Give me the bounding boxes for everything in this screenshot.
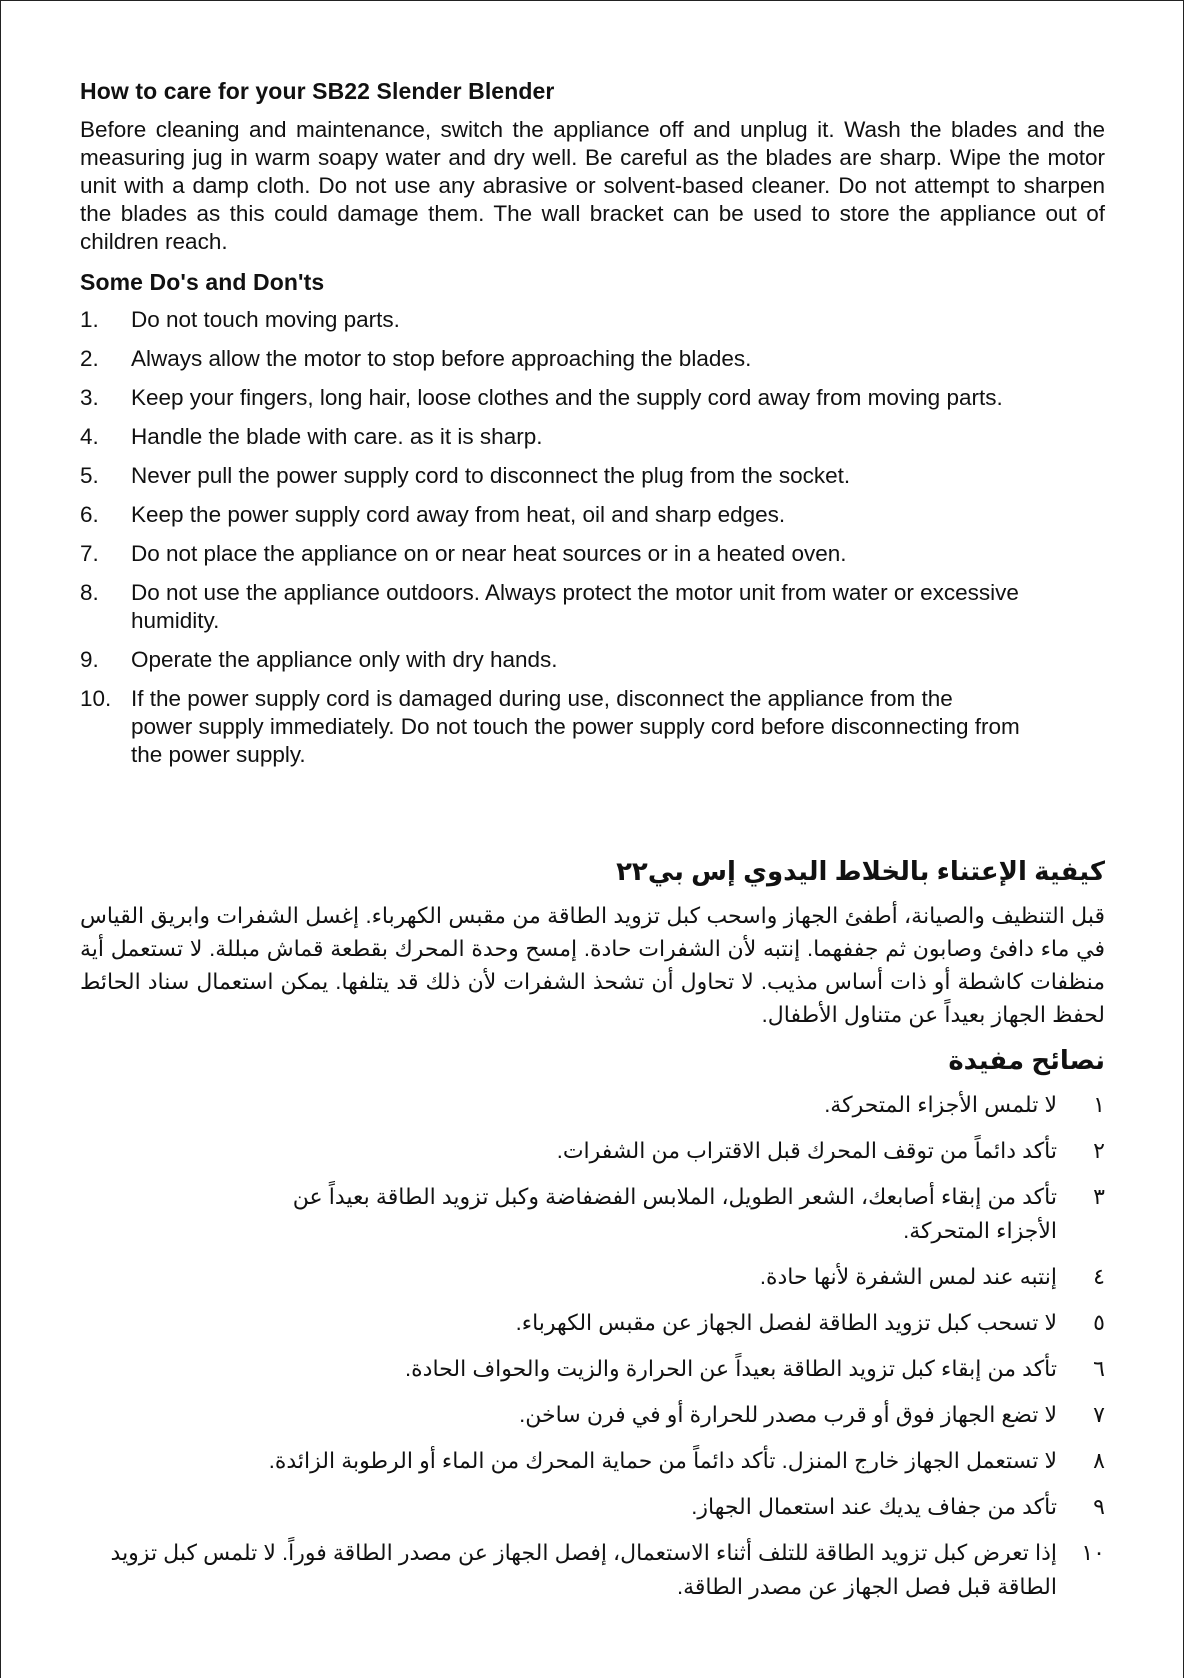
item-number: ٣ (1093, 1184, 1105, 1209)
english-subtitle: Some Do's and Don'ts (80, 269, 325, 295)
arabic-subtitle: نصائح مفيدة (948, 1045, 1105, 1075)
list-item (245, 1398, 1105, 1432)
item-text: Keep the power supply cord away from heat, oil and sharp edges. (131, 502, 786, 527)
item-text: تأكد من إبقاء كبل تزويد الطاقة بعيداً عن الحرارة والزيت والحواف الحادة. (405, 1356, 1057, 1381)
list-item (245, 1306, 1105, 1340)
list-item (80, 384, 1020, 412)
arabic-intro: قبل التنظيف والصيانة، أطفئ الجهاز واسحب كبل تزويد الطاقة من مقبس الكهرباء. إغسل الشفرات وابريق القياس في ماء دافئ وصابون ثم جففهما. إنتبه لأن الشفرات حادة. إمسح وحدة المحرك بقطعة قماش مبللة. لا تستعمل أية منظفات كاشطة أو ذات أساس مذيب. لا تحاول أن تشحذ الشفرات لأن ذلك قد يتلفها. يمكن استعمال سناد الحائط لحفظ الجهاز بعيداً عن متناول الأطفال. (80, 903, 1105, 1027)
item-text: تأكد من جفاف يديك عند استعمال الجهاز. (691, 1494, 1057, 1519)
item-text: إذا تعرض كبل تزويد الطاقة للتلف أثناء الاستعمال، إفصل الجهاز عن مصدر الطاقة فوراً. لا تلمس كبل تزويد الطاقة قبل فصل الجهاز عن مصدر الطاقة. (110, 1540, 1057, 1599)
item-text: Do not touch moving parts. (131, 307, 400, 332)
arabic-section (80, 856, 1105, 1616)
english-section (80, 78, 1105, 780)
list-item (245, 1490, 1105, 1524)
english-list (80, 306, 1105, 769)
item-text: If the power supply cord is damaged during use, disconnect the appliance from the power supply immediately. Do not touch the power supply cord before disconnecting from the power supply. (131, 686, 1020, 767)
english-intro: Before cleaning and maintenance, switch the appliance off and unplug it. Wash the blades and the measuring jug in warm soapy water and dry well. Be careful as the blades are sharp. Wipe the motor unit with a damp cloth. Do not use any abrasive or solvent-based cleaner. Do not attempt to sharpen the blades as this could damage them. The wall bracket can be used to store the appliance out of children reach. (80, 117, 1105, 254)
item-text: Keep your fingers, long hair, loose clothes and the supply cord away from moving parts. (131, 385, 1003, 410)
item-number: ٨ (1093, 1448, 1105, 1473)
item-text: Operate the appliance only with dry hands. (131, 647, 558, 672)
item-number: 5. (80, 463, 99, 488)
list-item (245, 1134, 1105, 1168)
item-number: ١٠ (1081, 1540, 1105, 1565)
item-text: Never pull the power supply cord to disconnect the plug from the socket. (131, 463, 851, 488)
item-text: Handle the blade with care. as it is sharp. (131, 424, 543, 449)
list-item (80, 685, 1020, 769)
list-item (245, 1352, 1105, 1386)
item-number: ٦ (1093, 1356, 1105, 1381)
list-item (80, 540, 1020, 568)
item-number: 4. (80, 424, 99, 449)
item-text: لا تسحب كبل تزويد الطاقة لفصل الجهاز عن مقبس الكهرباء. (515, 1310, 1057, 1335)
list-item (80, 423, 1020, 451)
item-number: ٩ (1093, 1494, 1105, 1519)
list-item (245, 1444, 1105, 1478)
item-text: Do not place the appliance on or near heat sources or in a heated oven. (131, 541, 847, 566)
item-number: 9. (80, 647, 99, 672)
english-title: How to care for your SB22 Slender Blender (80, 78, 555, 104)
item-number: 1. (80, 307, 99, 332)
list-item (80, 1536, 1105, 1604)
item-number: ٢ (1093, 1138, 1105, 1163)
item-text: Do not use the appliance outdoors. Always protect the motor unit from water or excessive humidity. (131, 580, 1019, 633)
list-item (80, 646, 1020, 674)
list-item (245, 1260, 1105, 1294)
item-text: لا تلمس الأجزاء المتحركة. (824, 1092, 1057, 1117)
arabic-list (80, 1088, 1105, 1604)
item-text: إنتبه عند لمس الشفرة لأنها حادة. (759, 1264, 1057, 1289)
item-text: Always allow the motor to stop before approaching the blades. (131, 346, 752, 371)
item-text: تأكد دائماً من توقف المحرك قبل الاقتراب من الشفرات. (556, 1138, 1057, 1163)
item-text: تأكد من إبقاء أصابعك، الشعر الطويل، الملابس الفضفاضة وكبل تزويد الطاقة بعيداً عن الأجزاء المتحركة. (292, 1184, 1057, 1243)
item-text: لا تضع الجهاز فوق أو قرب مصدر للحرارة أو في فرن ساخن. (519, 1402, 1057, 1427)
list-item (80, 501, 1020, 529)
arabic-title: كيفية الإعتناء بالخلاط اليدوي إس بي٢٢ (616, 856, 1105, 886)
item-number: ٤ (1093, 1264, 1105, 1289)
item-number: ٥ (1093, 1310, 1105, 1335)
item-number: 3. (80, 385, 99, 410)
list-item (245, 1180, 1105, 1248)
list-item (80, 306, 1020, 334)
list-item (80, 579, 1020, 635)
item-text: لا تستعمل الجهاز خارج المنزل. تأكد دائماً من حماية المحرك من الماء أو الرطوبة الزائدة. (268, 1448, 1057, 1473)
item-number: ١ (1093, 1092, 1105, 1117)
list-item (245, 1088, 1105, 1122)
list-item (80, 345, 1020, 373)
item-number: 8. (80, 580, 99, 605)
item-number: ٧ (1093, 1402, 1105, 1427)
list-item (80, 462, 1020, 490)
item-number: 2. (80, 346, 99, 371)
item-number: 6. (80, 502, 99, 527)
item-number: 7. (80, 541, 99, 566)
item-number: 10. (80, 686, 112, 711)
